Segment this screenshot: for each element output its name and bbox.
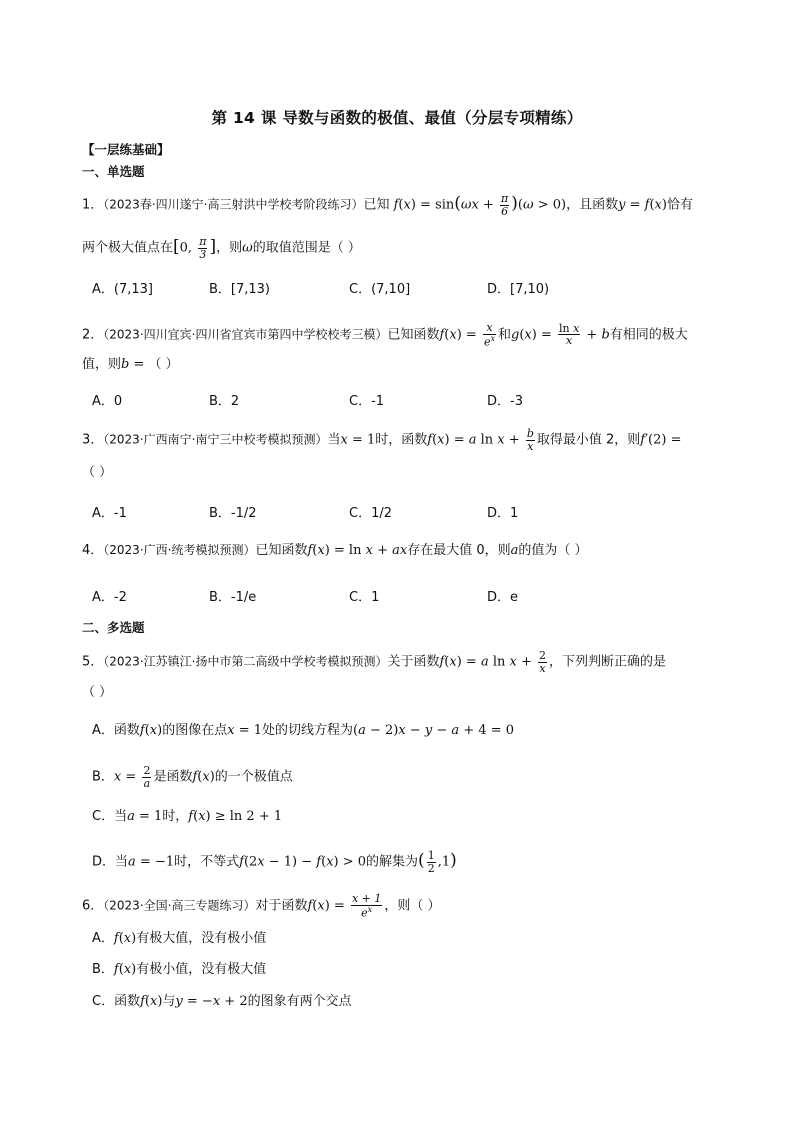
section-single-choice: 一、单选题 xyxy=(82,164,145,179)
option-d[interactable]: D．-3 xyxy=(487,394,523,409)
question-4: 4．（2023·广西·统考模拟预测）已知函数f(x) = ln x + ax存在最大值 0，则a的值为（ ） xyxy=(82,543,588,558)
question-5-line2: （ ） xyxy=(82,685,113,700)
question-6-option-b[interactable]: B．f(x)有极小值，没有极大值 xyxy=(92,962,267,977)
option-c[interactable]: C．(7,10] xyxy=(349,282,411,297)
question-5-option-a[interactable]: A．函数f(x)的图像在点x = 1处的切线方程为(a − 2)x − y − a + 4 = 0 xyxy=(92,723,515,738)
option-c[interactable]: C．1 xyxy=(349,590,380,605)
question-5-option-c[interactable]: C．当a = 1时，f(x) ≥ ln 2 + 1 xyxy=(92,809,283,824)
option-b[interactable]: B．-1/e xyxy=(209,590,257,605)
page-title: 第 14 课 导数与函数的极值、最值（分层专项精练） xyxy=(211,109,583,127)
question-3-line2: （ ） xyxy=(82,465,113,480)
question-5-option-b[interactable]: B．x = $\frac{2}{a}$ 是函数f(x)的一个极值点 xyxy=(92,764,293,790)
option-a[interactable]: A．(7,13] xyxy=(92,282,153,297)
option-b[interactable]: B．2 xyxy=(209,394,240,409)
option-c[interactable]: C．1/2 xyxy=(349,506,392,521)
option-a[interactable]: A．-2 xyxy=(92,590,127,605)
question-5: 5．（2023·江苏镇江·扬中市第二高级中学校考模拟预测）关于函数f(x) = a ln x + $\frac{2}{x}$ ，下列判断正确的是 xyxy=(82,649,667,675)
question-6: 6．（2023·全国·高三专题练习）对于函数f(x) = $\frac{x + 1}{e^x}$ ，则（ ） xyxy=(82,892,441,920)
question-1: 1．（2023春·四川遂宁·高三射洪中学校考阶段练习）已知 f(x) = sin(ωx + $\frac{\pi}{6}$ )(ω > 0)，且函数y = f(x)恰有 xyxy=(82,192,693,218)
question-6-option-a[interactable]: A．f(x)有极大值，没有极小值 xyxy=(92,931,267,946)
option-d[interactable]: D．[7,10) xyxy=(487,282,550,297)
option-d[interactable]: D．1 xyxy=(487,506,519,521)
section-multiple-choice: 二、多选题 xyxy=(82,620,145,635)
option-b[interactable]: B．[7,13) xyxy=(209,282,271,297)
question-5-option-d[interactable]: D．当a = −1时，不等式f(2x − 1) − f(x) > 0的解集为( $\frac{1}{2}$ ,1) xyxy=(92,849,457,875)
question-2: 2．（2023·四川宜宾·四川省宜宾市第四中学校校考三模）已知函数f(x) = $\frac{x}{e^x}$ 和g(x) = $\frac{\text{ln x}}{x}$ + b有相同的极大 xyxy=(82,321,688,349)
question-3: 3．（2023·广西南宁·南宁三中校考模拟预测）当x = 1时，函数f(x) = a ln x + $\frac{b}{x}$ 取得最小值 2，则f′(2) = xyxy=(82,427,682,453)
option-c[interactable]: C．-1 xyxy=(349,394,385,409)
option-b[interactable]: B．-1/2 xyxy=(209,506,257,521)
level-label: 【一层练基础】 xyxy=(82,142,170,157)
question-1-line2: 两个极大值点在[0, $\frac{\pi}{3}$ ]，则ω的取值范围是（ ） xyxy=(82,235,361,261)
question-6-option-c[interactable]: C．函数f(x)与y = −x + 2的图象有两个交点 xyxy=(92,994,352,1009)
option-d[interactable]: D．e xyxy=(487,590,519,605)
option-a[interactable]: A．-1 xyxy=(92,506,127,521)
question-2-line2: 值，则b = （ ） xyxy=(82,357,179,372)
option-a[interactable]: A．0 xyxy=(92,394,123,409)
